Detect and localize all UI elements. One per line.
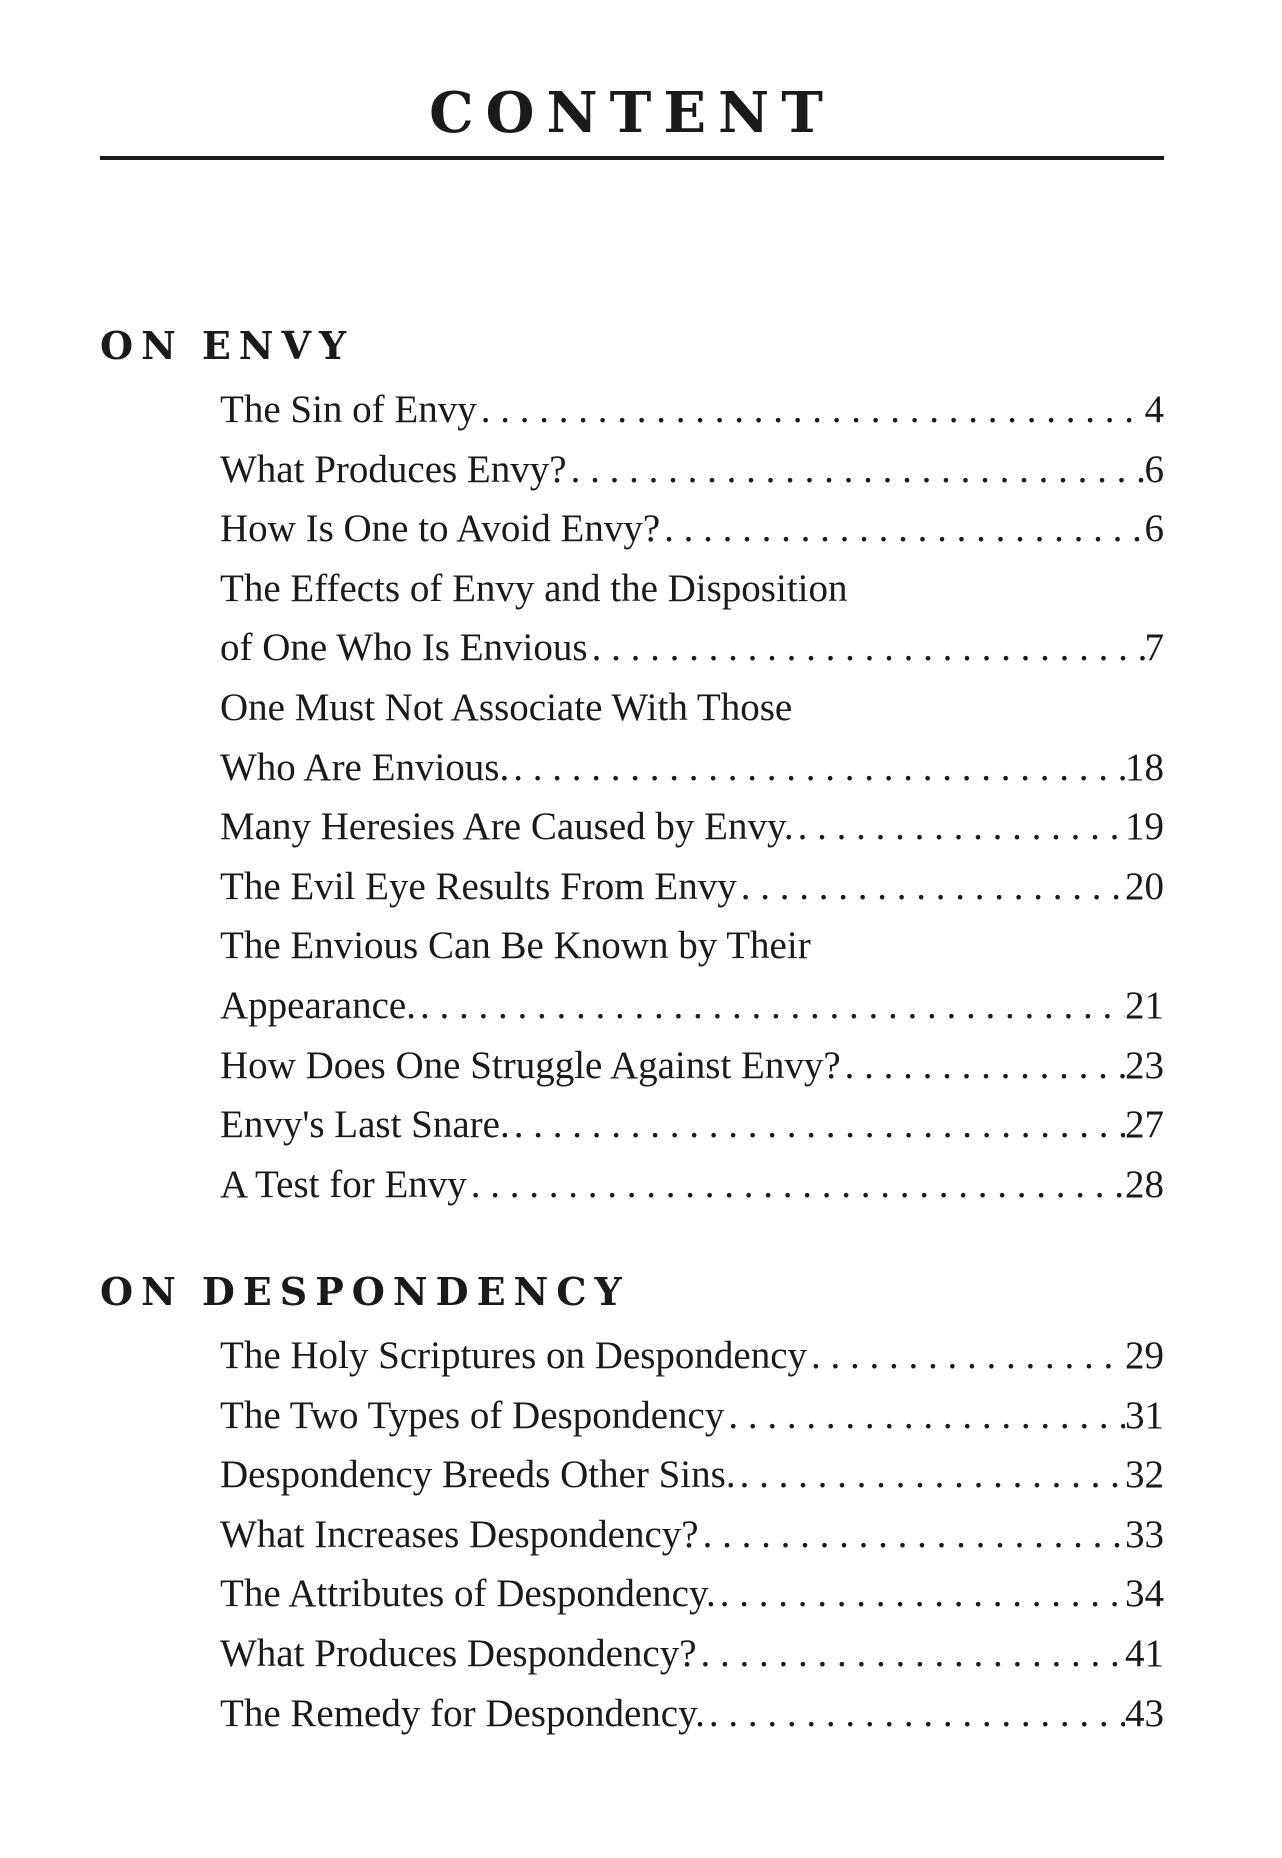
dot-leader xyxy=(567,440,1145,500)
dot-leader xyxy=(660,499,1144,559)
dot-leader xyxy=(807,1326,1125,1386)
dot-leader xyxy=(699,1505,1125,1565)
toc-entry-line xyxy=(220,1326,1164,1386)
toc-entry-line xyxy=(220,1386,1164,1446)
section-on-envy xyxy=(100,320,1164,1214)
toc-entry-line xyxy=(220,1684,1164,1744)
page-number: 21 xyxy=(1125,983,1164,1027)
section-heading xyxy=(100,320,1164,372)
dot-leader xyxy=(697,1624,1125,1684)
toc-entry-title: What Produces Envy? xyxy=(220,447,567,491)
section-heading-word: ON xyxy=(100,1269,184,1314)
toc-entry-title: What Produces Despondency? xyxy=(220,1631,697,1675)
toc-entry-title: The Holy Scriptures on Despondency xyxy=(220,1334,808,1377)
toc-entry[interactable] xyxy=(220,1036,1164,1096)
toc-entry-line xyxy=(220,618,1164,678)
dot-leader xyxy=(841,1036,1125,1096)
toc-entry-title: How Is One to Avoid Envy? xyxy=(220,507,661,551)
toc-entry-title: The Two Types of Despondency xyxy=(220,1393,725,1437)
toc-entry-title: The Evil Eye Results From Envy xyxy=(220,864,737,908)
toc-entry[interactable] xyxy=(220,1624,1164,1684)
toc-entry-title: What Increases Despondency? xyxy=(220,1512,699,1556)
toc-entry-line xyxy=(220,440,1164,500)
toc-entry[interactable] xyxy=(220,1326,1164,1386)
dot-leader xyxy=(588,618,1145,678)
section-heading-word: ON xyxy=(100,323,184,368)
dot-leader xyxy=(416,976,1125,1036)
toc-entry-line xyxy=(220,797,1164,857)
toc-entry-line xyxy=(220,678,1164,738)
toc-entry-title: of One Who Is Envious xyxy=(220,626,588,670)
dot-leader xyxy=(736,1445,1125,1505)
toc-entry[interactable] xyxy=(220,1155,1164,1215)
toc-entry-title: A Test for Envy xyxy=(220,1162,467,1206)
toc-entry-title: The Envious Can Be Known by Their xyxy=(220,924,811,968)
dot-leader xyxy=(477,380,1145,440)
page-number: 28 xyxy=(1125,1162,1164,1206)
toc-entry-title: Who Are Envious. xyxy=(220,745,510,789)
toc-entry-line xyxy=(220,857,1164,917)
toc-entry[interactable] xyxy=(220,1505,1164,1565)
toc-entry[interactable] xyxy=(220,1095,1164,1155)
toc-entry-title: Envy's Last Snare. xyxy=(220,1103,510,1147)
toc-entry-title: How Does One Struggle Against Envy? xyxy=(220,1043,841,1087)
dot-leader xyxy=(716,1564,1125,1624)
toc-entry-line xyxy=(220,1505,1164,1565)
toc-entry[interactable] xyxy=(220,678,1164,797)
toc-entry[interactable] xyxy=(220,499,1164,559)
section-heading-word: ENVY xyxy=(201,323,355,368)
dot-leader xyxy=(737,857,1125,917)
toc-entry-title: The Effects of Envy and the Disposition xyxy=(220,566,848,610)
page-number: 29 xyxy=(1125,1334,1164,1377)
page-number: 41 xyxy=(1125,1631,1164,1675)
toc-entry[interactable] xyxy=(220,559,1164,678)
toc-entry-line xyxy=(220,1624,1164,1684)
toc-entry[interactable] xyxy=(220,797,1164,857)
toc-entry[interactable] xyxy=(220,1684,1164,1744)
toc-entry[interactable] xyxy=(220,857,1164,917)
dot-leader xyxy=(467,1155,1125,1215)
toc-entry-line xyxy=(220,380,1164,440)
page-number: 6 xyxy=(1144,507,1164,551)
toc-entry-line xyxy=(220,1564,1164,1624)
entry-list xyxy=(220,1326,1164,1743)
toc-entry-title: Many Heresies Are Caused by Envy. xyxy=(220,805,794,849)
toc-entry-line xyxy=(220,1445,1164,1505)
toc-entry-title: The Remedy for Despondency. xyxy=(220,1691,705,1735)
page-number: 34 xyxy=(1125,1572,1164,1616)
dot-leader xyxy=(724,1386,1125,1446)
page-number: 27 xyxy=(1125,1103,1164,1147)
toc-entry-title: One Must Not Associate With Those xyxy=(220,685,793,729)
page-number: 33 xyxy=(1125,1512,1164,1556)
toc-entry-line xyxy=(220,559,1164,619)
section-on-despondency xyxy=(100,1266,1164,1743)
page-number: 7 xyxy=(1144,626,1164,670)
dot-leader xyxy=(705,1684,1125,1744)
dot-leader xyxy=(509,738,1125,798)
page-number: 19 xyxy=(1125,805,1164,849)
page-number: 4 xyxy=(1144,388,1164,431)
toc-entry[interactable] xyxy=(220,916,1164,1035)
entry-list xyxy=(220,380,1164,1214)
section-heading xyxy=(100,1266,1164,1318)
toc-entry-title: The Sin of Envy xyxy=(220,388,477,431)
page-title: CONTENT xyxy=(429,80,835,146)
toc-entry-line xyxy=(220,499,1164,559)
toc-entry-line xyxy=(220,1155,1164,1215)
toc-entry-line xyxy=(220,976,1164,1036)
page-number: 32 xyxy=(1125,1453,1164,1497)
toc-entry[interactable] xyxy=(220,440,1164,500)
page-number: 23 xyxy=(1125,1043,1164,1087)
toc-entry-title: Despondency Breeds Other Sins. xyxy=(220,1453,736,1497)
page-number: 18 xyxy=(1125,745,1164,789)
page-number: 43 xyxy=(1125,1691,1164,1735)
toc-entry-line xyxy=(220,1036,1164,1096)
toc-entry[interactable] xyxy=(220,1445,1164,1505)
toc-entry[interactable] xyxy=(220,380,1164,440)
toc-entry-title: Appearance. xyxy=(220,983,416,1027)
toc-entry-line xyxy=(220,1095,1164,1155)
toc-entry-title: The Attributes of Despondency. xyxy=(220,1572,716,1616)
toc-entry[interactable] xyxy=(220,1386,1164,1446)
page-number: 6 xyxy=(1144,447,1164,491)
title-rule xyxy=(100,156,1164,160)
dot-leader xyxy=(510,1095,1125,1155)
section-heading-word: DESPONDENCY xyxy=(201,1269,630,1314)
toc-entry-line xyxy=(220,738,1164,798)
page-number: 31 xyxy=(1125,1393,1164,1437)
dot-leader xyxy=(794,797,1125,857)
toc-entry[interactable] xyxy=(220,1564,1164,1624)
page-number: 20 xyxy=(1125,864,1164,908)
toc-entry-line xyxy=(220,916,1164,976)
